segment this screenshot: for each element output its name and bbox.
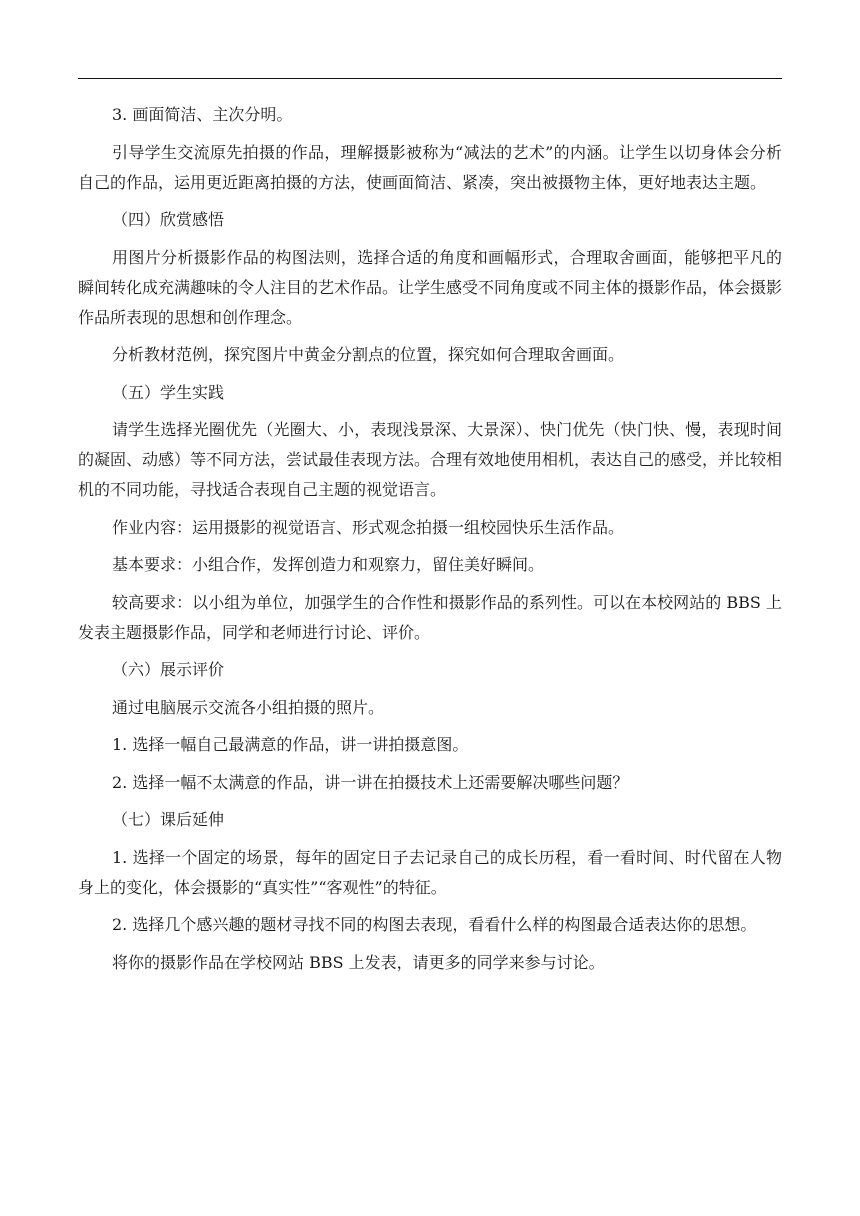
list-item-fixed-scene: 1. 选择一个固定的场景，每年的固定日子去记录自己的成长历程，看一看时间、时代留在人物身上的变化，体会摄影的“真实性”“客观性”的特征。 bbox=[78, 847, 782, 897]
list-item-different-compositions: 2. 选择几个感兴趣的题材寻找不同的构图去表现，看看什么样的构图最合适表达你的思想。 bbox=[112, 915, 757, 934]
paragraph-golden-ratio: 分析教材范例，探究图片中黄金分割点的位置，探究如何合理取舍画面。 bbox=[112, 345, 625, 364]
header-rule bbox=[78, 78, 782, 79]
section-heading-4: （四）欣赏感悟 bbox=[112, 210, 225, 229]
list-item-satisfied-work: 1. 选择一幅自己最满意的作品，讲一讲拍摄意图。 bbox=[112, 735, 469, 754]
paragraph-basic-requirement: 基本要求：小组合作，发挥创造力和观察力，留住美好瞬间。 bbox=[112, 555, 545, 574]
section-heading-5: （五）学生实践 bbox=[112, 382, 225, 402]
paragraph-subtraction-art: 引导学生交流原先拍摄的作品，理解摄影被称为“减法的艺术”的内涵。让学生以切身体会分析自己的作品，运用更近距离拍摄的方法，使画面简洁、紧凑，突出被摄物主体，更好地表达主题。 bbox=[78, 142, 782, 192]
paragraph-homework: 作业内容：运用摄影的视觉语言、形式观念拍摄一组校园快乐生活作品。 bbox=[112, 517, 625, 537]
paragraph-bbs-post: 将你的摄影作品在学校网站 BBS 上发表，请更多的同学来参与讨论。 bbox=[112, 952, 605, 972]
list-item-point-3: 3. 画面简洁、主次分明。 bbox=[112, 105, 293, 124]
paragraph-advanced-requirement: 较高要求：以小组为单位，加强学生的合作性和摄影作品的系列性。可以在本校网站的 BBS 上发表主题摄影作品，同学和老师进行讨论、评价。 bbox=[78, 592, 782, 642]
list-item-unsatisfied-work: 2. 选择一幅不太满意的作品，讲一讲在拍摄技术上还需要解决哪些问题？ bbox=[112, 772, 629, 792]
paragraph-aperture-shutter: 请学生选择光圈优先（光圈大、小，表现浅景深、大景深）、快门优先（快门快、慢，表现时间的凝固、动感）等不同方法，尝试最佳表现方法。合理有效地使用相机，表达自己的感受，并比较相机的不同功能，寻找适合表现自己主题的视觉语言。 bbox=[78, 420, 783, 499]
document-body bbox=[78, 100, 782, 985]
section-heading-6: （六）展示评价 bbox=[112, 660, 225, 679]
paragraph-display-photos: 通过电脑展示交流各小组拍摄的照片。 bbox=[112, 697, 385, 717]
section-heading-7: （七）课后延伸 bbox=[112, 810, 225, 829]
paragraph-composition-rules: 用图片分析摄影作品的构图法则，选择合适的角度和画幅形式，合理取舍画面，能够把平凡的瞬间转化成充满趣味的令人注目的艺术作品。让学生感受不同角度或不同主体的摄影作品，体会摄影作品所表现的思想和创作理念。 bbox=[78, 247, 783, 327]
